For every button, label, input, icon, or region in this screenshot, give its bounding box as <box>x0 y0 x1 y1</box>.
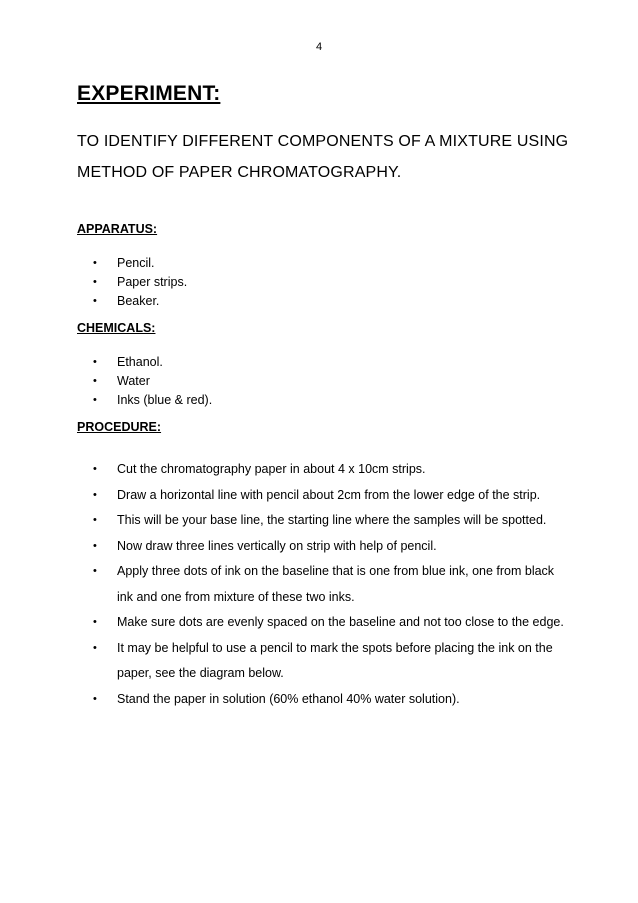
bullet-icon: • <box>93 375 97 387</box>
procedure-step-text: This will be your base line, the starting line where the samples will be spotted. <box>117 513 547 527</box>
procedure-step <box>93 610 573 636</box>
bullet-icon: • <box>93 394 97 406</box>
bullet-icon: • <box>93 488 97 501</box>
chemicals-item <box>93 391 212 410</box>
chemicals-item-text: Inks (blue & red). <box>117 393 213 407</box>
procedure-step-text: Now draw three lines vertically on strip with help of pencil. <box>117 538 437 553</box>
procedure-step <box>93 559 573 610</box>
procedure-step <box>93 687 573 713</box>
apparatus-heading: APPARATUS: <box>77 222 158 236</box>
page-number: 4 <box>315 41 323 53</box>
procedure-list <box>93 457 573 712</box>
procedure-step <box>93 457 573 483</box>
experiment-title: EXPERIMENT: <box>77 82 221 105</box>
apparatus-item-text: Beaker. <box>117 294 160 308</box>
procedure-heading: PROCEDURE: <box>77 420 162 434</box>
chemicals-item <box>93 372 212 391</box>
apparatus-item <box>93 292 187 311</box>
procedure-step-text: It may be helpful to use a pencil to mark the spots before placing the ink on the paper, see the diagram below. <box>117 640 553 680</box>
bullet-icon: • <box>93 463 97 475</box>
bullet-icon: • <box>93 356 97 368</box>
procedure-step <box>93 508 573 534</box>
experiment-subtitle: TO IDENTIFY DIFFERENT COMPONENTS OF A MIXTURE USING METHOD OF PAPER CHROMATOGRAPHY. <box>77 133 569 181</box>
procedure-step-text: Cut the chromatography paper in about 4 x 10cm strips. <box>117 462 426 476</box>
procedure-step <box>93 636 573 687</box>
apparatus-list <box>93 254 187 311</box>
chemicals-list <box>93 353 212 410</box>
procedure-step-text: Apply three dots of ink on the baseline that is one from blue ink, one from black ink and one from mixture of these two inks. <box>117 564 555 604</box>
chemicals-item-text: Water <box>117 374 150 388</box>
bullet-icon: • <box>93 257 97 269</box>
procedure-step-text: Draw a horizontal line with pencil about 2cm from the lower edge of the strip. <box>117 487 541 502</box>
apparatus-item <box>93 273 187 292</box>
bullet-icon: • <box>93 616 97 628</box>
procedure-step <box>93 534 573 560</box>
bullet-icon: • <box>93 276 97 288</box>
apparatus-item-text: Paper strips. <box>117 275 188 289</box>
bullet-icon: • <box>93 539 97 552</box>
bullet-icon: • <box>93 641 97 654</box>
chemicals-item <box>93 353 212 372</box>
bullet-icon: • <box>93 295 97 307</box>
chemicals-item-text: Ethanol. <box>117 355 163 369</box>
bullet-icon: • <box>93 565 97 577</box>
apparatus-item-text: Pencil. <box>117 256 155 270</box>
bullet-icon: • <box>93 514 97 526</box>
chemicals-heading: CHEMICALS: <box>77 321 156 335</box>
bullet-icon: • <box>93 692 97 705</box>
procedure-step-text: Stand the paper in solution (60% ethanol 40% water solution). <box>117 691 460 706</box>
procedure-step-text: Make sure dots are evenly spaced on the baseline and not too close to the edge. <box>117 615 564 629</box>
procedure-step <box>93 483 573 509</box>
apparatus-item <box>93 254 187 273</box>
